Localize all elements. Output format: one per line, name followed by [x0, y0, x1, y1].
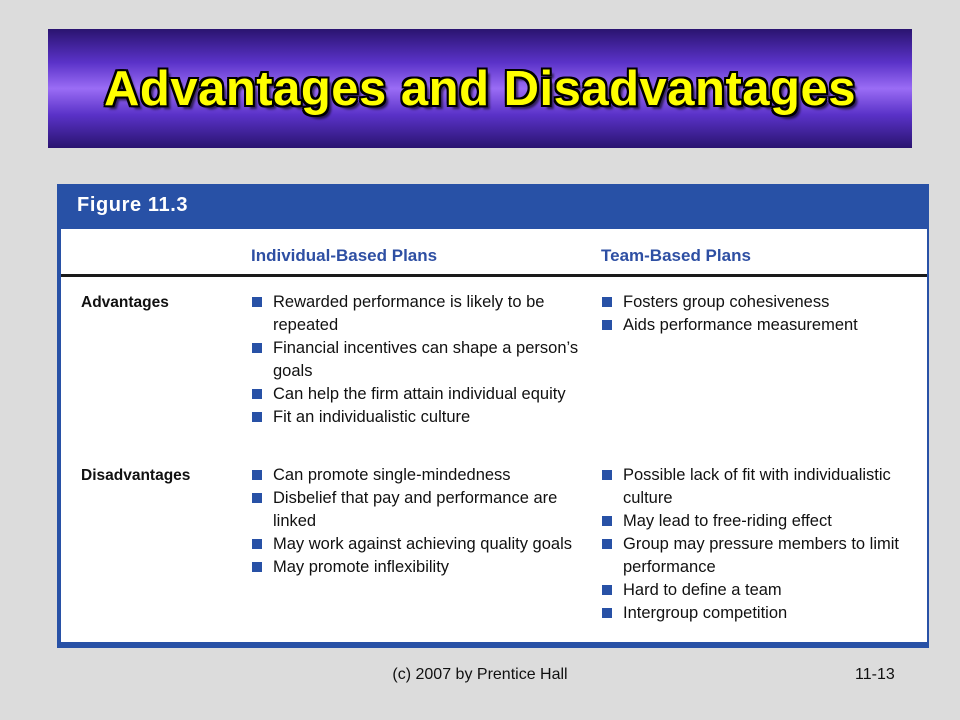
copyright-footer: (c) 2007 by Prentice Hall: [392, 666, 568, 683]
square-bullet-icon: [602, 516, 612, 526]
square-bullet-icon: [252, 297, 262, 307]
list-item: Hard to define a team: [601, 579, 921, 602]
square-bullet-icon: [602, 320, 612, 330]
header-individual-plans: Individual-Based Plans: [251, 246, 438, 265]
comparison-table: [61, 229, 927, 642]
square-bullet-icon: [602, 539, 612, 549]
row-label-disadvantages: Disadvantages: [81, 467, 191, 484]
row-label-advantages: Advantages: [81, 294, 169, 311]
title-banner: [48, 29, 912, 148]
square-bullet-icon: [252, 412, 262, 422]
list-item: May lead to free-riding effect: [601, 510, 921, 533]
list-item: Fosters group cohesiveness: [601, 291, 921, 314]
header-team-plans: Team-Based Plans: [601, 246, 751, 265]
team-advantages-list: [601, 291, 921, 337]
square-bullet-icon: [602, 608, 612, 618]
square-bullet-icon: [252, 562, 262, 572]
square-bullet-icon: [252, 539, 262, 549]
square-bullet-icon: [252, 470, 262, 480]
slide-number: 11-13: [855, 666, 895, 683]
list-item: Financial incentives can shape a person’s goals: [251, 337, 586, 383]
list-item: Group may pressure members to limit performance: [601, 533, 921, 579]
list-item: Can help the firm attain individual equity: [251, 383, 586, 406]
team-disadvantages-list: [601, 464, 921, 625]
slide-title: Advantages and Disadvantages: [104, 61, 856, 116]
square-bullet-icon: [252, 343, 262, 353]
list-item: Disbelief that pay and performance are linked: [251, 487, 586, 533]
square-bullet-icon: [602, 470, 612, 480]
list-item: May work against achieving quality goals: [251, 533, 586, 556]
list-item: Rewarded performance is likely to be repeated: [251, 291, 586, 337]
square-bullet-icon: [252, 493, 262, 503]
figure-box: [57, 184, 929, 648]
list-item: May promote inflexibility: [251, 556, 586, 579]
square-bullet-icon: [602, 297, 612, 307]
list-item: Can promote single-mindedness: [251, 464, 586, 487]
square-bullet-icon: [252, 389, 262, 399]
list-item: Possible lack of fit with individualistic culture: [601, 464, 921, 510]
figure-label: Figure 11.3: [77, 194, 189, 216]
square-bullet-icon: [602, 585, 612, 595]
list-item: Intergroup competition: [601, 602, 921, 625]
header-divider: [61, 274, 927, 277]
list-item: Fit an individualistic culture: [251, 406, 586, 429]
individual-advantages-list: [251, 291, 586, 429]
individual-disadvantages-list: [251, 464, 586, 579]
list-item: Aids performance measurement: [601, 314, 921, 337]
